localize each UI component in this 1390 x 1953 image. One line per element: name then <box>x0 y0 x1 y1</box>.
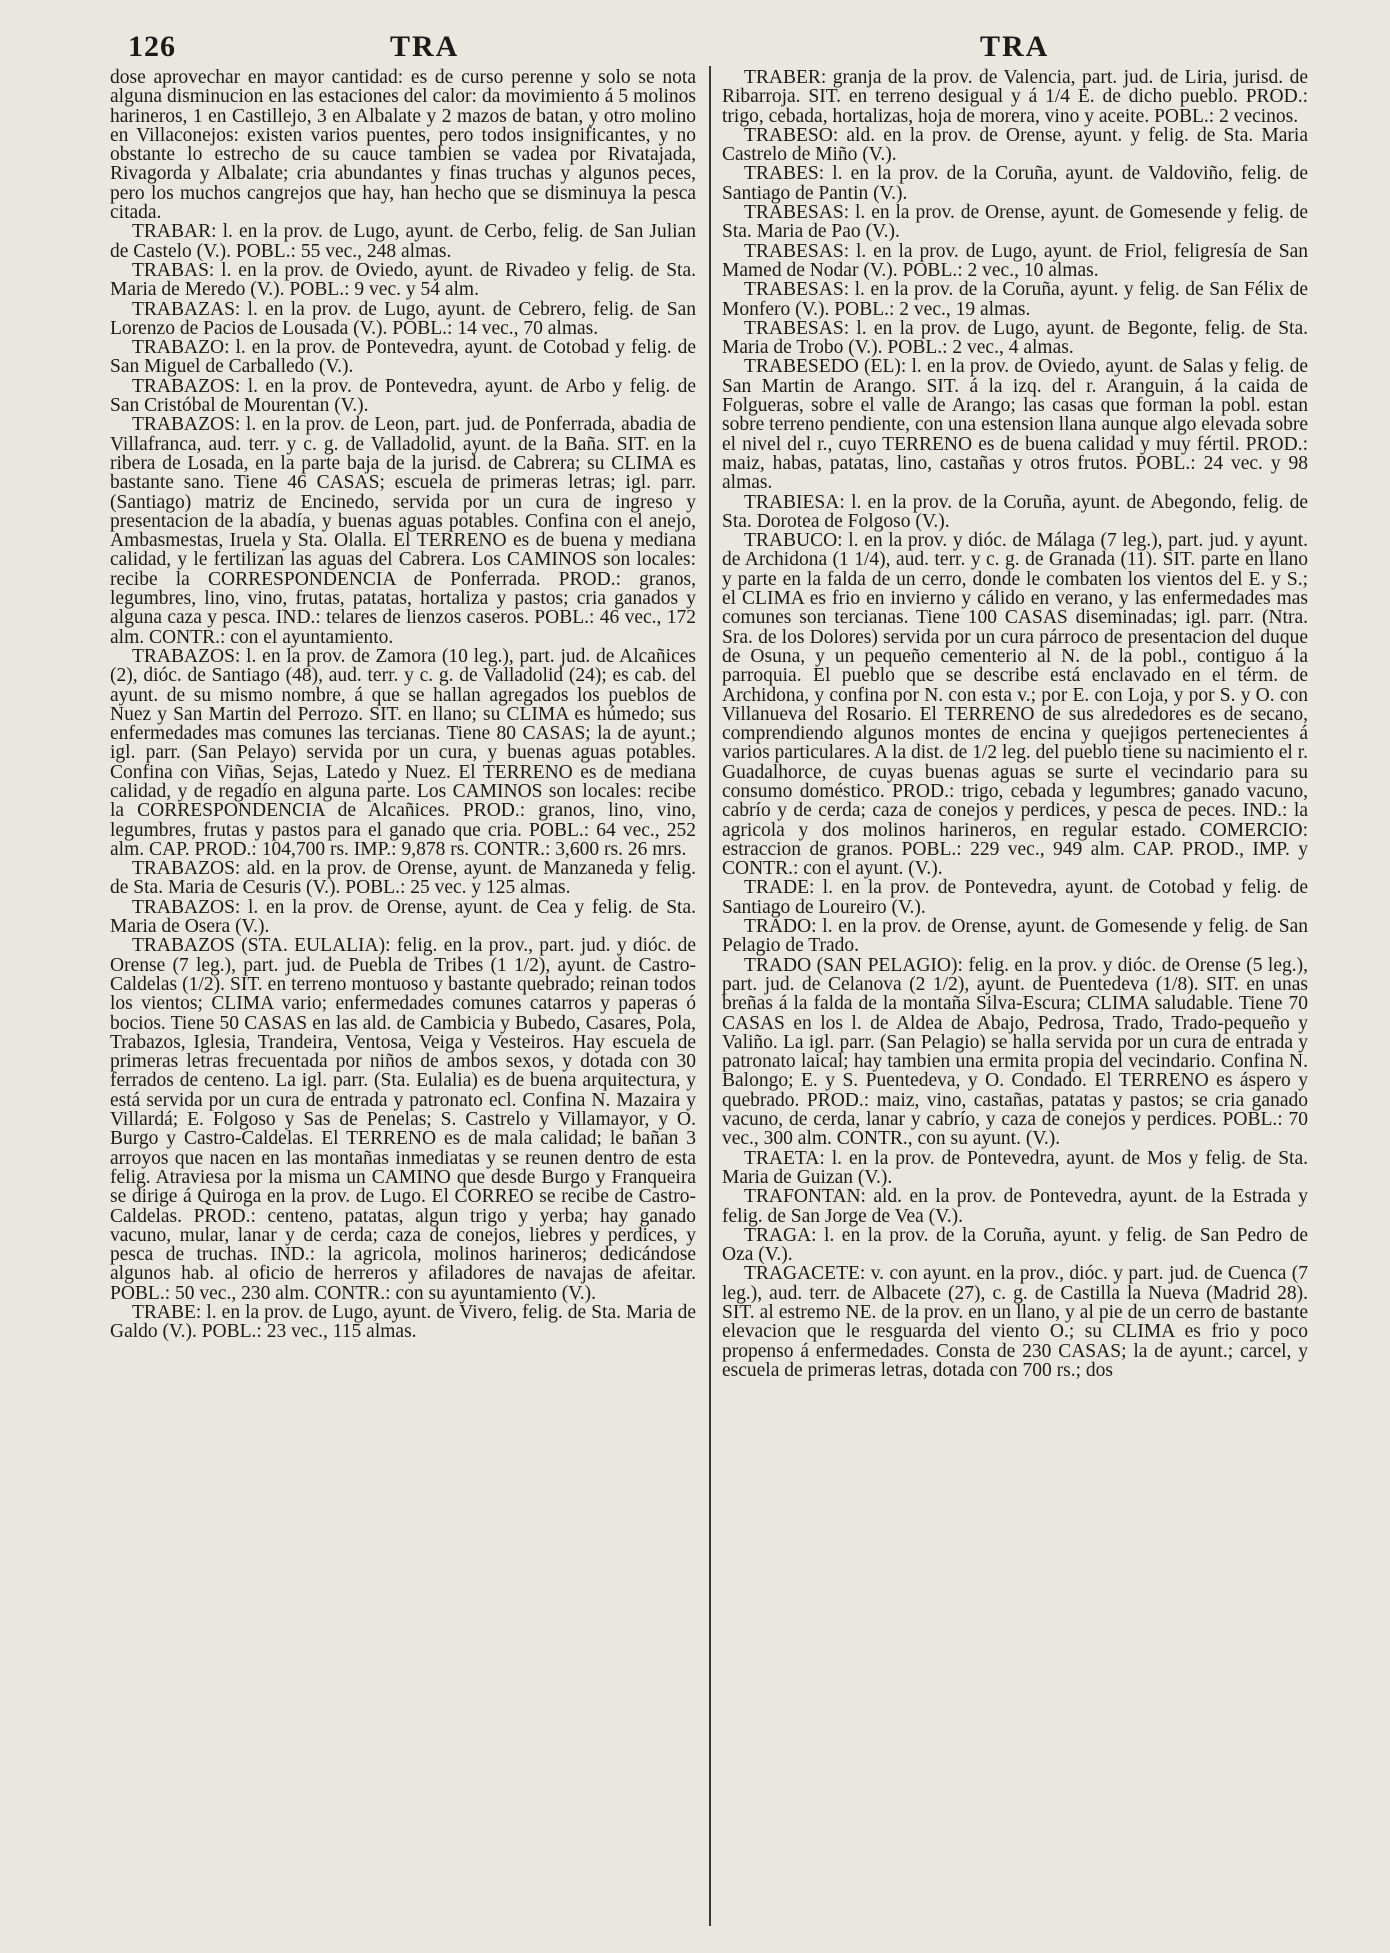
page-number: 126 <box>128 30 176 63</box>
entry-traga: TRAGA: l. en la prov. de la Coruña, ayunt. y felig. de San Pedro de Oza (V.). <box>722 1224 1308 1266</box>
entry-trabes: TRABES: l. en la prov. de la Coruña, ayunt. de Valdoviño, felig. de Santiago de Pantin (V.). <box>722 163 1308 204</box>
column-divider <box>709 66 711 1926</box>
page-header <box>0 30 1390 66</box>
entry-traeta: TRAETA: l. en la prov. de Pontevedra, ayunt. de Mos y felig. de Sta. Maria de Guizan (V.). <box>722 1147 1308 1188</box>
continuation-paragraph: dose aprovechar en mayor cantidad: es de curso perenne y solo se nota alguna disminucion en las estaciones del calor: da movimiento á 5 molinos harineros, 1 en Castillejo, 3 en Albalate y 2 mazos de batan, y otro molino en Villaconejos: existen varios puentes, pero todos insignificantes, y no obstante lo estrecho de su cauce tambien se vadea por Rivatajada, Rivagorda y Albalate; cria abundantes y finas truchas y algunos peces, pero los muchos cangrejos que hay, han hecho que se disminuya la pesca citada. <box>110 68 696 224</box>
entry-trabazos-pontevedra: TRABAZOS: l. en la prov. de Pontevedra, ayunt. de Arbo y felig. de San Cristóbal de Mourentan (V.). <box>110 375 696 417</box>
entry-trabazo: TRABAZO: l. en la prov. de Pontevedra, ayunt. de Cotobad y felig. de San Miguel de Carballedo (V.). <box>110 337 696 378</box>
entry-trabiesa: TRABIESA: l. en la prov. de la Coruña, ayunt. de Abegondo, felig. de Sta. Dorotea de Folgoso (V.). <box>722 491 1308 532</box>
entry-trabazos-zamora: TRABAZOS: l. en la prov. de Zamora (10 leg.), part. jud. de Alcañices (2), dióc. de Santiago (48), aud. terr. y c. g. de Valladolid (24); es cab. del ayunt. de su mismo nombre, á que se hallan agregados los pueblos de Nuez y San Martin del Perrozo. SIT. en llano; su CLIMA es húmedo; sus enfermedades mas comunes las tercianas. Tiene 80 CASAS; la de ayunt.; igl. parr. (San Pelayo) servida por un cura, y buenas aguas potables. Confina con Viñas, Sejas, Latedo y Nuez. El TERRENO es de mediana calidad, y de regadío en alguna parte. Los CAMINOS son locales: recibe la CORRESPONDENCIA de Alcañices. PROD.: granos, lino, vino, legumbres, frutas y pastos para el ganado que cria. POBL.: 64 vec., 252 alm. CAP. PROD.: 104,700 rs. IMP.: 9,878 rs. CONTR.: 3,600 rs. 26 mrs. <box>110 645 696 860</box>
right-column <box>722 68 1308 1928</box>
entry-trabazas: TRABAZAS: l. en la prov. de Lugo, ayunt. de Cebrero, felig. de San Lorenzo de Pacios de Lousada (V.). POBL.: 14 vec., 70 almas. <box>110 298 696 339</box>
entry-trabas: TRABAS: l. en la prov. de Oviedo, ayunt. de Rivadeo y felig. de Sta. Maria de Meredo (V.). POBL.: 9 vec. y 54 alm. <box>110 259 696 301</box>
left-column <box>110 68 696 1928</box>
entry-trabar: TRABAR: l. en la prov. de Lugo, ayunt. de Cerbo, felig. de San Julian de Castelo (V.). POBL.: 55 vec., 248 almas. <box>110 221 696 262</box>
entry-trabesas-lugo-begonte: TRABESAS: l. en la prov. de Lugo, ayunt. de Begonte, felig. de Sta. Maria de Trobo (V.). POBL.: 2 vec., 4 almas. <box>722 317 1308 359</box>
entry-trabesas-lugo-friol: TRABESAS: l. en la prov. de Lugo, ayunt. de Friol, feligresía de San Mamed de Nodar (V.). POBL.: 2 vec., 10 almas. <box>722 240 1308 281</box>
running-head-right: TRA <box>980 30 1050 63</box>
entry-trabazos-leon: TRABAZOS: l. en la prov. de Leon, part. jud. de Ponferrada, abadia de Villafranca, aud. terr. y c. g. de Valladolid, ayunt. de la Baña. SIT. en la ribera de Losada, en la parte baja de la jurisd. de Cabrera; su CLIMA es bastante sano. Tiene 46 CASAS; escuela de primeras letras; igl. parr. (Santiago) matriz de Encinedo, servida por un cura de ingreso y presentacion de la abadía, y buenas aguas potables. Confina con el anejo, Ambasmestas, Iruela y Sta. Olalla. El TERRENO es de buena y mediana calidad, y le fertilizan las aguas del Cabrera. Los CAMINOS son locales: recibe la CORRESPONDENCIA de Ponferrada. PROD.: granos, legumbres, lino, vino, frutas, patatas, hortaliza y pastos; cria ganados y alguna caza y pesca. IND.: telares de lienzos caseros. POBL.: 46 vec., 172 alm. CONTR.: con el ayuntamiento. <box>110 414 696 648</box>
entry-trabazos-sta-eulalia: TRABAZOS (STA. EULALIA): felig. en la prov., part. jud. y dióc. de Orense (7 leg.), part. jud. de Puebla de Tribes (1 1/2), ayunt. de Castro-Caldelas (1/2). SIT. en terreno montuoso y bastante quebrado; reinan todos los vientos; CLIMA vario; enfermedades comunes catarros y paperas ó bocios. Tiene 50 CASAS en las ald. de Cambicia y Bubedo, Casares, Pola, Trabazos, Iglesia, Trandeira, Ventosa, Veiga y Vesteiros. Hay escuela de primeras letras frecuentada por niños de ambos sexos, y dotada con 30 ferrados de centeno. La igl. parr. (Sta. Eulalia) es de buena arquitectura, y está servida por un cura de entrada y patronato ecl. Confina N. Mazaira y Villardá; E. Folgoso y Sas de Penelas; S. Castrelo y Villamayor, y O. Burgo y Castro-Caldelas. El TERRENO es de mala calidad; le bañan 3 arroyos que nacen en las montañas inmediatas y se reunen dentro de esta felig. Atraviesa por la misma un CAMINO que desde Burgo y Franqueira se dirige á Quiroga en la prov. de Lugo. El CORREO se recibe de Castro-Caldelas. PROD.: centeno, patatas, algun trigo y yerba; hay ganado vacuno, mular, lanar y de cerda; caza de conejos, liebres y perdices, y pesca de truchas. IND.: la agricola, molinos harineros; dedicándose algunos hab. al oficio de herreros y afiladores de navajas de afeitar. POBL.: 50 vec., 230 alm. CONTR.: con su ayuntamiento (V.). <box>110 935 696 1304</box>
entry-trafontan: TRAFONTAN: ald. en la prov. de Pontevedra, ayunt. de la Estrada y felig. de San Jorge de Vea (V.). <box>722 1186 1308 1227</box>
entry-trabesedo: TRABESEDO (EL): l. en la prov. de Oviedo, ayunt. de Salas y felig. de San Martin de Arango. SIT. á la izq. del r. Aranguin, á la caida de Folgueras, sobre el valle de Arango; las casas que forman la pobl. estan sobre terreno pendiente, con una estension llana aunque algo elevada sobre el nivel del r., cuyo TERRENO es de buena calidad y muy fértil. PROD.: maiz, habas, patatas, lino, castañas y otros frutos. POBL.: 24 vec. y 98 almas. <box>722 356 1308 494</box>
entry-trado: TRADO: l. en la prov. de Orense, ayunt. de Gomesende y felig. de San Pelagio de Trado. <box>722 916 1308 957</box>
entry-trabazos-manzaneda: TRABAZOS: ald. en la prov. de Orense, ayunt. de Manzaneda y felig. de Sta. Maria de Cesuris (V.). POBL.: 25 vec. y 125 almas. <box>110 858 696 899</box>
entry-trabeso: TRABESO: ald. en la prov. de Orense, ayunt. y felig. de Sta. Maria Castrelo de Miño (V.). <box>722 124 1308 166</box>
entry-trabesas-coruna: TRABESAS: l. en la prov. de la Coruña, ayunt. y felig. de San Félix de Monfero (V.). POBL.: 2 vec., 19 almas. <box>722 279 1308 320</box>
entry-tragacete: TRAGACETE: v. con ayunt. en la prov., dióc. y part. jud. de Cuenca (7 leg.), aud. terr. de Albacete (27), c. g. de Castilla la Nueva (Madrid 28). SIT. al estremo NE. de la prov. en un llano, y al pie de un cerro de bastante elevacion que le resguarda del viento O.; su CLIMA es frio y poco propenso á enfermedades. Consta de 230 CASAS; la de ayunt.; carcel, y escuela de primeras letras, dotada con 700 rs.; dos <box>722 1263 1308 1381</box>
entry-traber: TRABER: granja de la prov. de Valencia, part. jud. de Liria, jurisd. de Ribarroja. SIT. en terreno desigual y á 1/4 E. de dicho pueblo. PROD.: trigo, cebada, hortalizas, hoja de morera, vino y aceite. POBL.: 2 vecinos. <box>722 68 1308 127</box>
entry-trabe: TRABE: l. en la prov. de Lugo, ayunt. de Vivero, felig. de Sta. Maria de Galdo (V.). POBL.: 23 vec., 115 almas. <box>110 1302 696 1343</box>
entry-trabuco: TRABUCO: l. en la prov. y dióc. de Málaga (7 leg.), part. jud. y ayunt. de Archidona (1 1/4), aud. terr. y c. g. de Granada (11). SIT. parte en llano y parte en la falda de un cerro, donde le combaten los vientos del E. y S.; el CLIMA es frio en invierno y cálido en verano, y las enfermedades mas comunes son tercianas. Tiene 100 CASAS diseminadas; igl. parr. (Ntra. Sra. de los Dolores) servida por un cura párroco de presentacion del duque de Osuna, y un pequeño cementerio al N. de la pobl., contiguo á la parroquia. El pueblo que se describe está enclavado en el térm. de Archidona, y confina por N. con esta v.; por E. con Loja, y por S. y O. con Villanueva del Rosario. El TERRENO de sus alrededores es de secano, comprendiendo algunos montes de encina y quejigos pertenecientes á varios particulares. A la dist. de 1/2 leg. del pueblo tiene su nacimiento el r. Guadalhorce, de cuyas buenas aguas se surte el vecindario para su consumo doméstico. PROD.: trigo, cebada y legumbres; ganado vacuno, cabrío y de cerda; caza de conejos y perdices, y pesca de peces. IND.: la agricola y dos molinos harineros, en regular estado. COMERCIO: estraccion de granos. POBL.: 229 vec., 949 alm. CAP. PROD., IMP. y CONTR.: con el ayunt. (V.). <box>722 530 1308 880</box>
entry-trade: TRADE: l. en la prov. de Pontevedra, ayunt. de Cotobad y felig. de Santiago de Loureiro (V.). <box>722 877 1308 918</box>
entry-trabesas-orense: TRABESAS: l. en la prov. de Orense, ayunt. de Gomesende y felig. de Sta. Maria de Pao (V.). <box>722 202 1308 243</box>
entry-trado-san-pelagio: TRADO (SAN PELAGIO): felig. en la prov. y dióc. de Orense (5 leg.), part. jud. de Celanova (2 1/2), ayunt. de Puentedeva (1/8). SIT. en unas breñas á la falda de la montaña Silva-Escura; CLIMA saludable. Tiene 70 CASAS en los l. de Aldea de Abajo, Pedrosa, Trado, Trado-pequeño y Valiño. La igl. parr. (San Pelagio) se halla servida por un cura de entrada y patronato laical; hay tambien una ermita propia del vecindario. Confina N. Balongo; E. y S. Puentedeva, y O. Condado. El TERRENO es áspero y quebrado. PROD.: maiz, vino, castañas, patatas y pastos; se cria ganado vacuno, de cerda, lanar y cabrío, y caza de conejos y perdices. POBL.: 70 vec., 300 alm. CONTR., con su ayunt. (V.). <box>722 954 1308 1150</box>
entry-trabazos-cea: TRABAZOS: l. en la prov. de Orense, ayunt. de Cea y felig. de Sta. Maria de Osera (V.). <box>110 896 696 938</box>
running-head-left: TRA <box>390 30 460 63</box>
